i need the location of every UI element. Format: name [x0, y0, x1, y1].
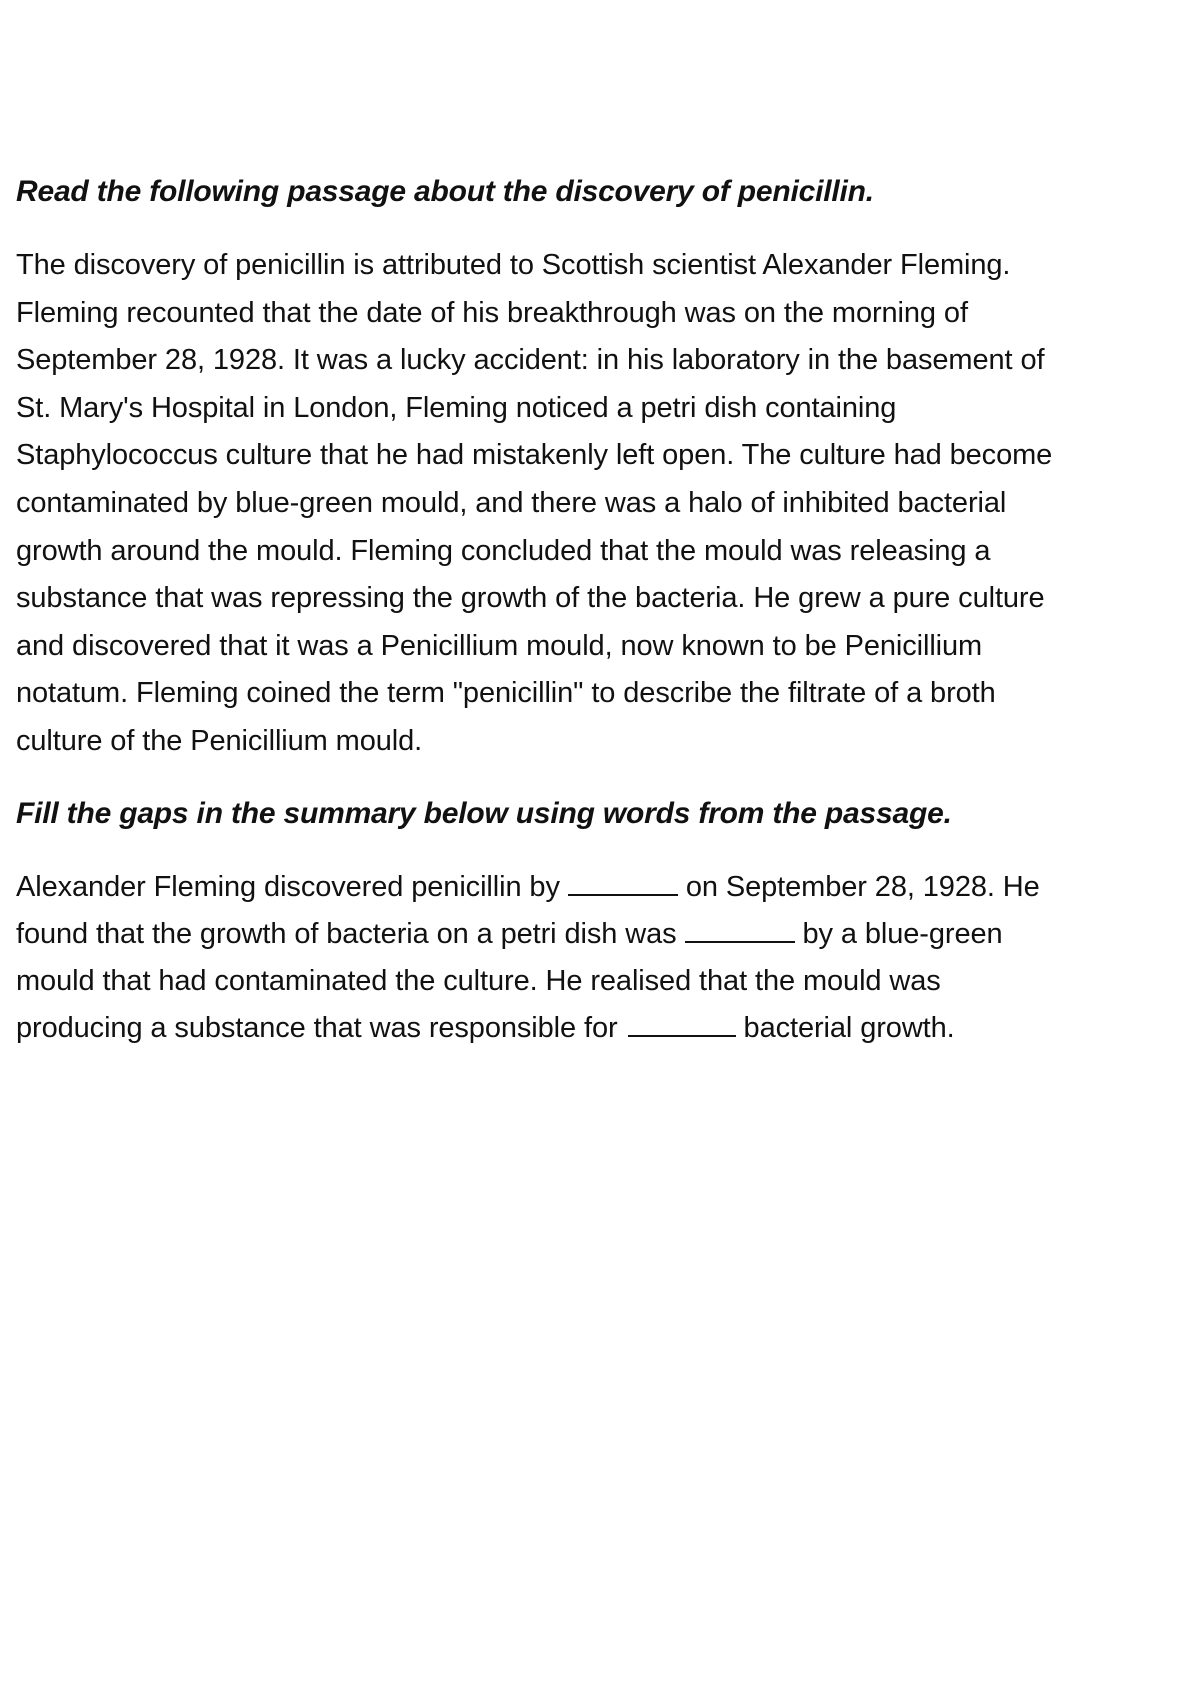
- passage-line: Staphylococcus culture that he had mistakenly left open. The culture had become: [16, 439, 1053, 472]
- reading-instruction: Read the following passage about the discovery of penicillin.: [16, 175, 874, 208]
- summary-line-2: [16, 911, 1188, 958]
- summary-text-segment: Alexander Fleming discovered penicillin by: [16, 870, 560, 903]
- passage-line: The discovery of penicillin is attributed to Scottish scientist Alexander Fleming.: [16, 249, 1011, 281]
- summary-text: [16, 864, 1188, 1052]
- answer-gap-2[interactable]: [685, 919, 795, 943]
- gap-fill-instruction: Fill the gaps in the summary below using words from the passage.: [16, 796, 952, 830]
- passage-line: contaminated by blue-green mould, and there was a halo of inhibited bacterial: [16, 486, 1007, 519]
- passage-line: culture of the Penicillium mould.: [16, 724, 423, 757]
- passage-line: and discovered that it was a Penicillium mould, now known to be Penicillium: [16, 629, 983, 662]
- passage-line: Fleming recounted that the date of his breakthrough was on the morning of: [16, 296, 968, 329]
- answer-gap-1[interactable]: [568, 872, 678, 896]
- passage-line: St. Mary's Hospital in London, Fleming noticed a petri dish containing: [16, 391, 897, 424]
- summary-line-1: [16, 864, 1188, 911]
- answer-gap-3[interactable]: [628, 1013, 736, 1037]
- passage-line: growth around the mould. Fleming concluded that the mould was releasing a: [16, 534, 991, 567]
- summary-text-segment: by a blue-green: [802, 917, 1003, 950]
- passage-line: substance that was repressing the growth of the bacteria. He grew a pure culture: [16, 582, 1045, 615]
- summary-text-segment: on September 28, 1928. He: [685, 870, 1040, 903]
- summary-text-segment: producing a substance that was responsible for: [16, 1011, 618, 1044]
- worksheet-page: [16, 172, 1188, 1052]
- passage-line: September 28, 1928. It was a lucky accident: in his laboratory in the basement of: [16, 344, 1045, 377]
- summary-text-segment: bacterial growth.: [743, 1011, 955, 1044]
- passage-line: notatum. Fleming coined the term "penicillin" to describe the filtrate of a broth: [16, 677, 996, 710]
- summary-line-4: [16, 1005, 1188, 1052]
- summary-text-segment: found that the growth of bacteria on a petri dish was: [16, 917, 677, 950]
- passage-text: [16, 242, 1188, 766]
- summary-line-3: mould that had contaminated the culture. He realised that the mould was: [16, 964, 941, 997]
